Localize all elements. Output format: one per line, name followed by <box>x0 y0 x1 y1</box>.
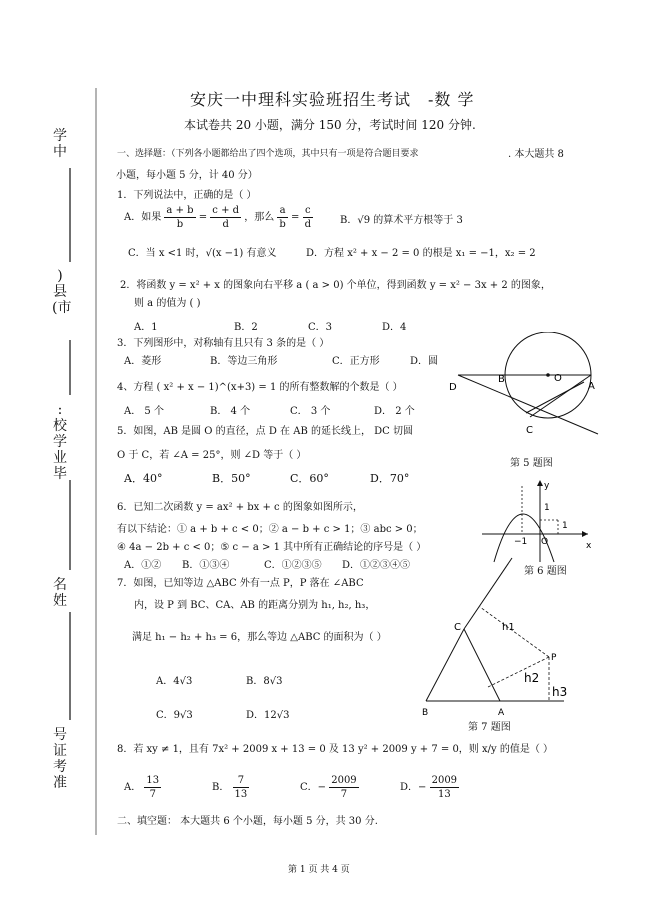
fig6-label-one-y: 1 <box>544 503 550 513</box>
q7-line3: 满足 h₁ − h₂ + h₃ = 6，那么等边 △ABC 的面积为（ ） <box>132 632 387 643</box>
q7-line2: 内，设 P 到 BC、CA、AB 的距离分别为 h₁, h₂, h₃， <box>134 600 376 611</box>
q8-option-d <box>400 774 459 801</box>
q1-option-a: A．如果 $\frac{a + b}{b}$ = $\frac{c + d}{d}$ ，那么 $\frac{a}{b}$ = $\frac{c}{d}$ <box>124 205 311 230</box>
q7-option-d: D．12√3 <box>246 710 290 721</box>
q8-c-num: 2009 <box>331 775 357 786</box>
fig6-label-o: O <box>541 537 549 547</box>
q7-option-a: A．4√3 <box>156 676 193 687</box>
q1-a-frac3-den: b <box>279 219 286 230</box>
q2-line1: 2．将函数 y = x² + x 的图象向右平移 a ( a > 0) 个单位，得到函数 y = x² − 3x + 2 的图象， <box>120 280 551 291</box>
q3-option-d: D．圆 <box>410 356 439 367</box>
section1-heading: 一、选择题：（下列各小题都给出了四个选项，其中只有一项是符合题目要求 <box>117 149 419 159</box>
q1-a-then: ，那么 <box>244 212 275 223</box>
q1-a-frac4-den: d <box>304 219 311 230</box>
fig7-label-h2: h2 <box>524 671 540 685</box>
figure-6 <box>478 476 598 566</box>
q8-d-num: 2009 <box>431 775 458 786</box>
q8-d-label: D．− <box>400 782 427 793</box>
fig6-label-y: y <box>544 481 550 491</box>
q1-a-prefix: A．如果 <box>124 212 162 223</box>
q2-option-d: D．4 <box>382 322 407 333</box>
fig5-label-d: D <box>449 382 457 393</box>
fig6-label-x: x <box>586 541 592 551</box>
q8-c-label: C．− <box>300 782 327 793</box>
q7-line1: 7．如图，已知等边 △ABC 外有一点 P，P 落在 ∠ABC <box>117 578 364 589</box>
q8-option-c <box>300 774 359 801</box>
q4-option-b: B． 4 个 <box>210 406 251 417</box>
q8-a-den: 7 <box>149 789 156 800</box>
q5-line1: 5．如图，AB 是圆 O 的直径，点 D 在 AB 的延长线上， DC 切圆 <box>117 426 413 437</box>
figure-5 <box>448 332 608 440</box>
q4-option-d: D． 2 个 <box>374 406 415 417</box>
q1-a-frac2-den: d <box>222 219 229 230</box>
fig6-label-neg-one: −1 <box>514 537 528 547</box>
q3-option-a: A．菱形 <box>124 356 162 367</box>
q8-d-den: 13 <box>437 789 451 800</box>
figure-7-caption: 第 7 题图 <box>468 722 511 733</box>
fig7-label-h3: h3 <box>552 685 568 699</box>
q2-line2: 则 a 的值为 ( ) <box>134 298 201 309</box>
q4-option-a: A． 5 个 <box>124 406 164 417</box>
figure-6-caption: 第 6 题图 <box>524 566 567 577</box>
q6-line1: 6．已知二次函数 y = ax² + bx + c 的图象如图所示， <box>117 502 363 513</box>
fig5-label-o: O <box>554 373 562 384</box>
q1-option-d: D．方程 x² + x − 2 = 0 的根是 x₁ = −1，x₂ = 2 <box>306 248 536 259</box>
q1-a-frac4-num: c <box>303 204 313 218</box>
q5-option-d: D．70° <box>370 472 410 485</box>
fig7-label-c: C <box>454 622 461 633</box>
side-label-county: )县(市 <box>52 268 72 316</box>
fig5-label-c: C <box>526 425 533 436</box>
q8-a-num: 13 <box>146 775 160 786</box>
q5-option-c: C．60° <box>290 472 329 485</box>
side-label-name: 名姓 <box>53 577 67 609</box>
q6-line3: ④ 4a − 2b + c < 0；⑤ c − a > 1 其中所有正确结论的序号是（ ） <box>117 542 427 553</box>
q7-option-b: B．8√3 <box>246 676 283 687</box>
q5-option-b: B．50° <box>212 472 251 485</box>
q2-option-c: C．3 <box>308 322 333 333</box>
q8-b-label: B． <box>212 782 230 793</box>
q1-a-frac1-num: a + b <box>166 205 194 216</box>
section1-heading-points: 小题，每小题 5 分，计 40 分） <box>116 170 258 181</box>
q8-b-den: 13 <box>234 789 248 800</box>
q3-option-b: B．等边三角形 <box>210 356 278 367</box>
side-label-ticket-number: 号证考准 <box>53 727 67 791</box>
q6-option-d: D．①②③④⑤ <box>342 560 411 571</box>
fig5-label-b: B <box>498 374 505 385</box>
q8-a-label: A． <box>124 782 142 793</box>
section1-heading-count: . 本大题共 8 <box>508 149 564 160</box>
figure-7 <box>414 556 584 716</box>
fig6-label-one-x: 1 <box>562 521 568 531</box>
q7-option-c: C．9√3 <box>156 710 193 721</box>
fig7-label-p: P <box>551 653 557 663</box>
q6-option-b: B．①③④ <box>182 560 230 571</box>
side-label-graduation-school: :校学业毕 <box>53 402 67 482</box>
exam-subtitle: 本试卷共 20 小题，满分 150 分，考试时间 120 分钟. <box>184 118 476 132</box>
q8-option-a <box>124 774 161 801</box>
q8-b-num: 7 <box>233 774 250 788</box>
q1-a-frac2-num: c + d <box>212 205 240 216</box>
q6-option-a: A．①② <box>124 560 162 571</box>
q8-stem: 8．若 xy ≠ 1，且有 7x² + 2009 x + 13 = 0 及 13 y² + 2009 y + 7 = 0，则 x/y 的值是（ ） <box>117 744 554 755</box>
q4-option-c: C． 3 个 <box>290 406 331 417</box>
figure-5-caption: 第 5 题图 <box>510 458 553 469</box>
q2-option-b: B．2 <box>234 322 258 333</box>
q8-option-b <box>212 774 249 801</box>
q1-option-b: B．√9 的算术平方根等于 3 <box>340 215 463 226</box>
fig7-label-h1: h1 <box>502 622 515 633</box>
q5-line2: O 于 C，若 ∠A = 25°，则 ∠D 等于（ ） <box>117 450 307 461</box>
q6-option-c: C．①②③⑤ <box>264 560 322 571</box>
q8-c-den: 7 <box>340 789 348 800</box>
q1-stem: 1．下列说法中，正确的是（ ） <box>117 190 257 201</box>
q1-a-frac3-num: a <box>277 204 287 218</box>
q1-a-frac1-den: b <box>176 219 184 230</box>
q4-stem: 4、方程 ( x² + x − 1)^(x+3) = 1 的所有整数解的个数是（ ） <box>117 382 403 393</box>
fig7-label-b: B <box>422 708 429 716</box>
page-title: 安庆一中理科实验班招生考试 -数 学 <box>190 90 475 109</box>
q1-option-c: C．当 x <1 时，√(x −1) 有意义 <box>128 248 277 259</box>
q5-option-a: A．40° <box>124 472 163 485</box>
side-label-school: 学中 <box>53 128 67 160</box>
q2-option-a: A．1 <box>134 322 158 333</box>
section2-heading: 二、填空题： 本大题共 6 个小题，每小题 5 分，共 30 分. <box>117 816 378 827</box>
fig5-label-a: A <box>588 381 595 392</box>
q3-stem: 3．下列图形中，对称轴有且只有 3 条的是（ ） <box>117 338 330 349</box>
fig7-label-a: A <box>498 708 505 716</box>
q6-line2: 有以下结论：① a + b + c < 0；② a − b + c > 1；③ abc > 0； <box>117 524 423 535</box>
q3-option-c: C．正方形 <box>332 356 380 367</box>
page-footer: 第 1 页 共 4 页 <box>288 865 350 875</box>
